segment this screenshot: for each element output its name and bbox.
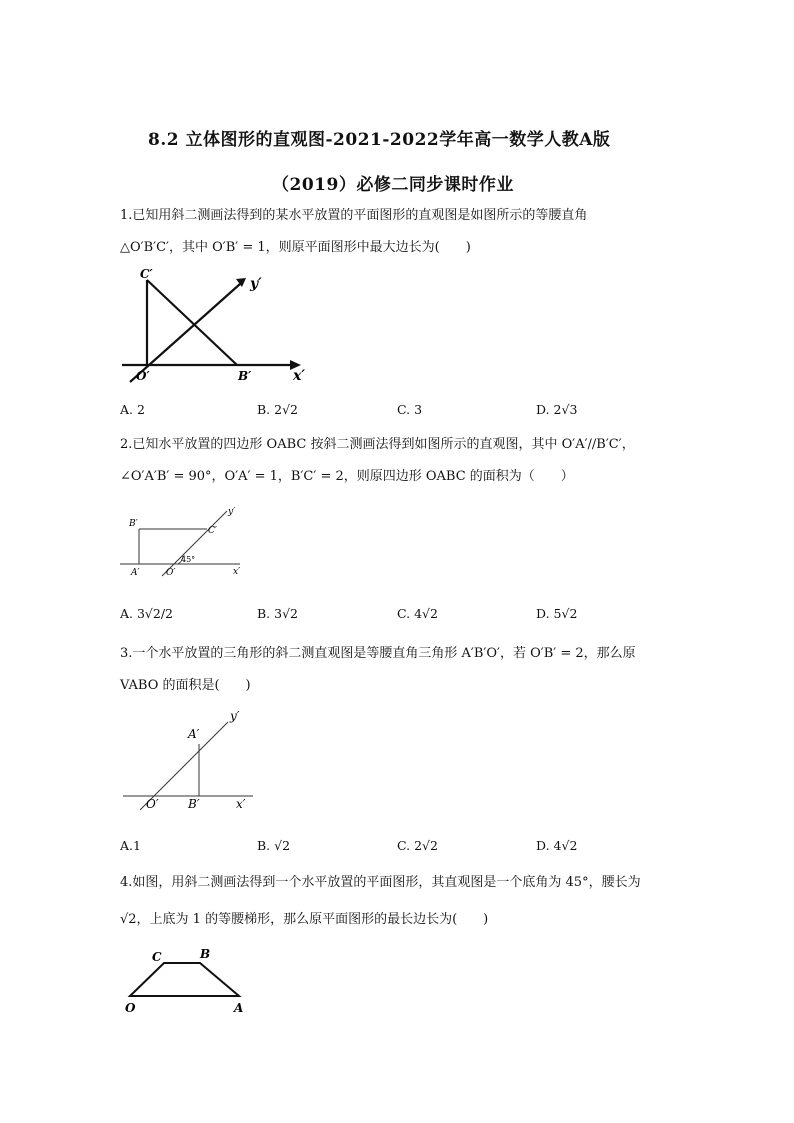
question-1-text-line2: △O′B′C′，其中 O′B′ = 1，则原平面图形中最大边长为( ) bbox=[120, 240, 471, 255]
question-3-figure bbox=[118, 704, 268, 819]
question-1-option-d: D. 2√3 bbox=[536, 402, 578, 417]
q1-label-b: B′ bbox=[238, 369, 252, 383]
question-1-option-c: C. 3 bbox=[397, 402, 423, 417]
question-3-option-c: C. 2√2 bbox=[397, 838, 438, 853]
q1-label-c: C′ bbox=[140, 267, 153, 281]
q4-label-c: C bbox=[152, 950, 162, 964]
q2-label-o: O′ bbox=[166, 568, 176, 578]
q3-label-b: B′ bbox=[188, 797, 200, 811]
q1-label-y: y′ bbox=[250, 276, 262, 292]
q2-label-b: B′ bbox=[129, 519, 138, 529]
question-3-option-d: D. 4√2 bbox=[536, 838, 578, 853]
q2-label-c: C′ bbox=[208, 526, 217, 536]
q2-label-y: y′ bbox=[228, 507, 236, 517]
q3-label-o: O′ bbox=[146, 797, 159, 811]
q2-label-angle: 45° bbox=[181, 555, 196, 564]
question-2-text-line2: ∠O′A′B′ = 90°，O′A′ = 1，B′C′ = 2，则原四边形 OABC 的面积为（ ） bbox=[120, 469, 574, 484]
q2-label-a: A′ bbox=[131, 568, 140, 578]
q4-label-o: O bbox=[125, 1001, 136, 1015]
question-3-option-b: B. √2 bbox=[257, 838, 291, 853]
question-2-option-b: B. 3√2 bbox=[257, 606, 299, 621]
question-4-figure bbox=[120, 944, 260, 1019]
question-1-option-a: A. 2 bbox=[120, 402, 145, 417]
q3-label-a: A′ bbox=[188, 727, 200, 741]
q2-y-axis bbox=[162, 511, 227, 576]
q3-label-y: y′ bbox=[230, 709, 240, 723]
question-2-option-c: C. 4√2 bbox=[397, 606, 438, 621]
question-2-option-a: A. 3√2/2 bbox=[120, 606, 174, 621]
q2-label-x: x′ bbox=[233, 567, 241, 577]
question-1-text-line1: 1.已知用斜二测画法得到的某水平放置的平面图形的直观图是如图所示的等腰直角 bbox=[120, 208, 588, 223]
page-title-line1: 8.2 立体图形的直观图-2021-2022学年高一数学人教A版 bbox=[148, 130, 611, 150]
question-2-option-d: D. 5√2 bbox=[536, 606, 578, 621]
q1-label-o: O′ bbox=[136, 369, 150, 383]
question-1-figure bbox=[110, 262, 320, 392]
page-title-line2: （2019）必修二同步课时作业 bbox=[272, 175, 514, 195]
question-1-option-b: B. 2√2 bbox=[257, 402, 299, 417]
question-2-text-line1: 2.已知水平放置的四边形 OABC 按斜二测画法得到如图所示的直观图，其中 O′A′//B′C′， bbox=[120, 437, 635, 452]
q1-side-cb bbox=[147, 280, 237, 365]
q1-label-x: x′ bbox=[293, 368, 306, 384]
q4-label-b: B bbox=[200, 947, 211, 961]
question-2-figure bbox=[115, 500, 255, 590]
question-4-text-line2: √2，上底为 1 的等腰梯形，那么原平面图形的最长边长为( ) bbox=[120, 912, 489, 927]
q3-label-x: x′ bbox=[236, 797, 246, 811]
q4-trapezoid bbox=[130, 963, 239, 996]
q4-label-a: A bbox=[234, 1001, 244, 1015]
question-4-text-line1: 4.如图，用斜二测画法得到一个水平放置的平面图形，其直观图是一个底角为 45°，腰长为 bbox=[120, 875, 641, 890]
question-3-option-a: A.1 bbox=[120, 838, 141, 853]
question-3-text-line2: VABO 的面积是( ) bbox=[120, 678, 251, 693]
question-3-text-line1: 3.一个水平放置的三角形的斜二测直观图是等腰直角三角形 A′B′O′，若 O′B′ = 2，那么原 bbox=[120, 646, 636, 661]
